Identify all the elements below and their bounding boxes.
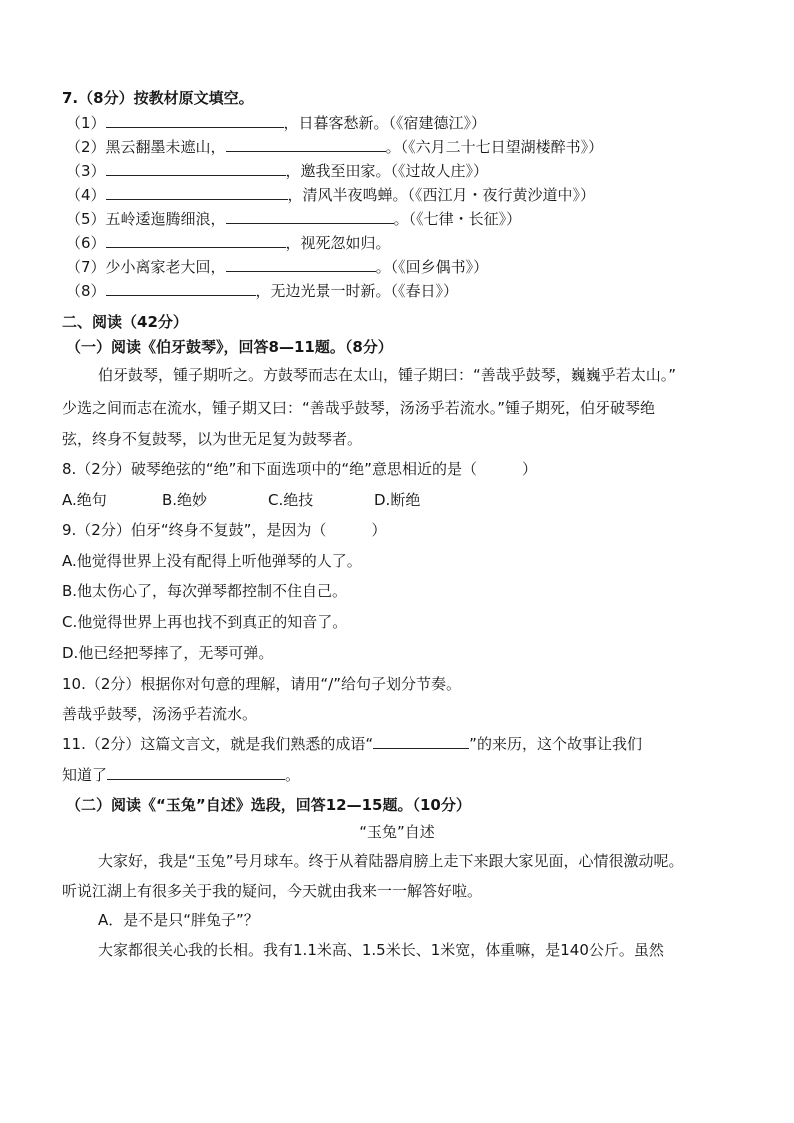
passage-line: 弦，终身不复鼓琴，以为世无足复为鼓琴者。: [62, 430, 363, 448]
q11-text: 。: [285, 766, 301, 784]
answer-blank[interactable]: [106, 233, 286, 248]
option-c[interactable]: C.绝技: [268, 491, 314, 509]
q7-item-text: ，邀我至田家。（《过故人庄》）: [285, 162, 489, 180]
q7-item-num: （8）: [66, 282, 106, 300]
q7-item-3: [66, 161, 488, 181]
q7-item-text: 。（《七律・长征》）: [393, 210, 522, 228]
q8-options: [62, 490, 420, 510]
q7-item-text: 少小离家老大回，: [105, 258, 226, 276]
article-title: “玉兔”自述: [359, 823, 435, 841]
option-a[interactable]: A.他觉得世界上没有配得上听他弹琴的人了。: [62, 552, 362, 570]
q7-item-6: [66, 233, 391, 253]
passage-line: 少选之间而志在流水，锺子期又曰：“善哉乎鼓琴，汤汤乎若流水。”锺子期死，伯牙破琴绝: [62, 399, 656, 417]
q9-stem: 9.（2分）伯牙“终身不复鼓”，是因为（ ）: [62, 521, 387, 539]
answer-blank[interactable]: [373, 734, 469, 749]
q11-text: ”的来历，这个故事让我们: [469, 735, 642, 753]
q7-item-num: （2）: [66, 138, 106, 156]
q8-stem: 8.（2分）破琴绝弦的“绝”和下面选项中的“绝”意思相近的是（ ）: [62, 460, 537, 478]
q7-item-num: （4）: [66, 186, 106, 204]
section-title: 二、阅读（42分）: [62, 313, 188, 331]
answer-blank[interactable]: [106, 185, 288, 200]
q7-item-text: 。（《六月二十七日望湖楼醉书》）: [385, 138, 604, 156]
q7-item-text: ，视死忽如归。: [285, 234, 391, 252]
q7-item-num: （3）: [66, 162, 106, 180]
q7-item-num: （7）: [66, 258, 106, 276]
answer-blank[interactable]: [107, 765, 285, 780]
q11-stem: [62, 734, 642, 754]
answer-blank[interactable]: [106, 113, 284, 128]
passage-line: 伯牙鼓琴，锺子期听之。方鼓琴而志在太山，锺子期曰：“善哉乎鼓琴，巍巍乎若太山。”: [98, 366, 677, 384]
q11-line2: [62, 765, 300, 785]
option-b[interactable]: B.绝妙: [162, 491, 208, 509]
article-line: 听说江湖上有很多关于我的疑问，今天就由我来一一解答好啦。: [62, 882, 483, 900]
q7-item-1: [66, 113, 486, 133]
q7-item-text: 。（《回乡偶书》）: [375, 258, 489, 276]
q7-item-2: [66, 137, 603, 157]
article-line: 大家好，我是“玉兔”号月球车。终于从着陆器肩膀上走下来跟大家见面，心情很激动呢。: [98, 852, 684, 870]
q7-item-num: （1）: [66, 114, 106, 132]
q7-item-7: [66, 257, 488, 277]
q7-item-8: [66, 281, 458, 301]
answer-blank[interactable]: [226, 209, 394, 224]
q10-stem: 10.（2分）根据你对句意的理解，请用“/”给句子划分节奏。: [62, 675, 461, 693]
option-b[interactable]: B.他太伤心了，每次弹琴都控制不住自己。: [62, 582, 348, 600]
answer-blank[interactable]: [226, 137, 386, 152]
option-d[interactable]: D.断绝: [374, 491, 421, 509]
q7-item-5: [66, 209, 521, 229]
q7-item-num: （6）: [66, 234, 106, 252]
q10-sentence: 善哉乎鼓琴，汤汤乎若流水。: [62, 705, 258, 723]
part1-title: （一）阅读《伯牙鼓琴》，回答8—11题。（8分）: [66, 338, 393, 356]
answer-blank[interactable]: [106, 281, 256, 296]
q11-text: 知道了: [62, 766, 108, 784]
q7-title: 7.（8分）按教材原文填空。: [62, 89, 254, 107]
option-d[interactable]: D.他已经把琴摔了，无琴可弹。: [62, 644, 274, 662]
part2-title: （二）阅读《“玉兔”自述》选段，回答12—15题。（10分）: [66, 796, 471, 814]
article-line: 大家都很关心我的长相。我有1.1米高、1.5米长、1米宽，体重嘛，是140公斤。虽然: [98, 941, 664, 959]
option-a[interactable]: A.绝句: [62, 491, 107, 509]
q7-item-4: [66, 185, 595, 205]
answer-blank[interactable]: [226, 257, 376, 272]
q7-item-num: （5）: [66, 210, 106, 228]
q7-item-text: 黑云翻墨未遮山，: [105, 138, 226, 156]
q7-item-text: ，无边光景一时新。（《春日》）: [255, 282, 459, 300]
article-subheading: A．是不是只“胖兔子”？: [98, 911, 259, 929]
q11-text: 11.（2分）这篇文言文，就是我们熟悉的成语“: [62, 735, 374, 753]
answer-blank[interactable]: [106, 161, 286, 176]
option-c[interactable]: C.他觉得世界上再也找不到真正的知音了。: [62, 613, 348, 631]
q7-item-text: ，日暮客愁新。（《宿建德江》）: [283, 114, 487, 132]
q7-item-text: 五岭逶迤腾细浪，: [105, 210, 226, 228]
q7-item-text: ，清风半夜鸣蝉。（《西江月・夜行黄沙道中》）: [287, 186, 596, 204]
